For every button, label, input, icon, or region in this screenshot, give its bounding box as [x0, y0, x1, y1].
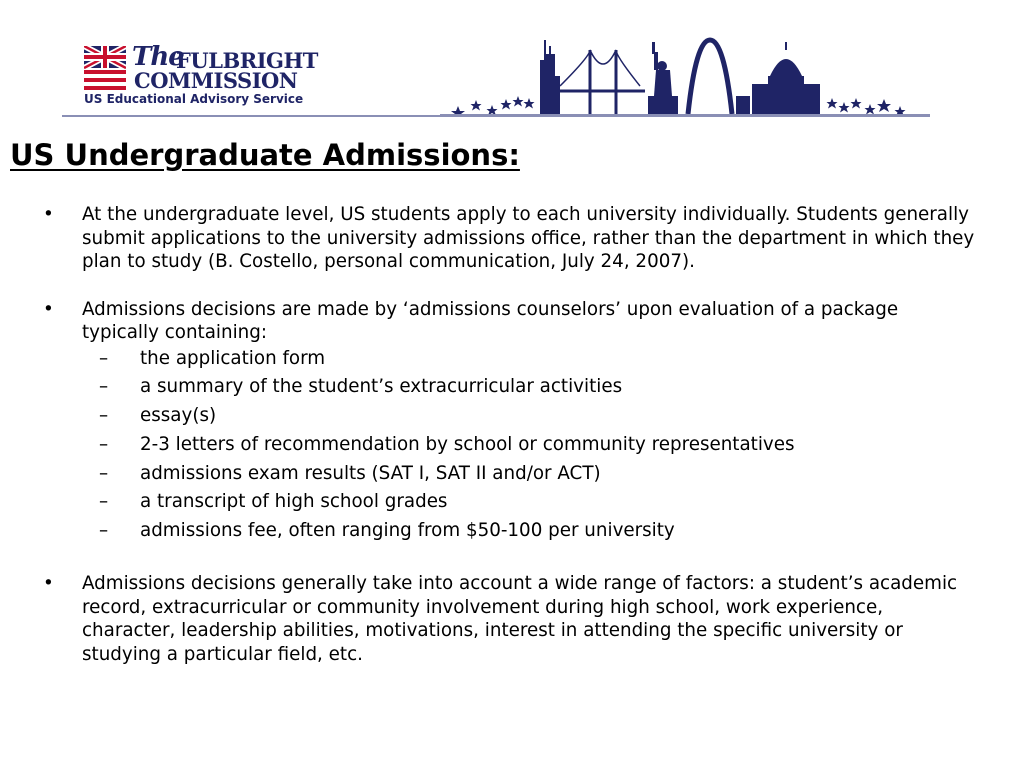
capitol-dome-icon: [752, 42, 820, 114]
header-divider: [62, 115, 930, 117]
sub-item-text: admissions fee, often ranging from $50-100 per university: [140, 520, 675, 542]
logo-commission: COMMISSION: [134, 68, 298, 93]
sub-item: [95, 347, 980, 376]
sub-marker: –: [99, 405, 109, 427]
bullet-marker: •: [43, 298, 54, 320]
logo-fulbright: FULBRIGHT: [176, 48, 318, 73]
sub-marker: –: [99, 491, 109, 513]
sub-marker: –: [99, 462, 109, 484]
star-icon: [451, 96, 535, 116]
bullet-item: [40, 572, 980, 666]
sub-item-text: the application form: [140, 347, 326, 369]
bullet-marker: •: [43, 573, 54, 595]
sub-marker: –: [99, 347, 109, 369]
sub-item: [95, 433, 980, 462]
bullet-text: Admissions decisions generally take into account a wide range of factors: a student’s academic record, extracurricular or community involvement during high school, work experience, character, leadership abilities, motivations, interest in attending the specific university or studying a particular field, etc.: [82, 573, 958, 665]
sub-marker: –: [99, 433, 109, 455]
bullet-text: Admissions decisions are made by ‘admissions counselors’ upon evaluation of a package typically containing:: [82, 298, 899, 343]
logo-tagline: US Educational Advisory Service: [84, 92, 304, 106]
sub-item: [95, 462, 980, 491]
sub-marker: –: [99, 376, 109, 398]
bullet-text: At the undergraduate level, US students apply to each university individually. Students generally submit applications to the university admissions office, rather than the department in which they plan to study (B. Costello, personal communication, July 24, 2007).: [82, 204, 975, 272]
slide-content: [40, 203, 980, 690]
bridge-icon: [558, 50, 645, 114]
sub-item-text: essay(s): [140, 405, 217, 427]
sub-item: [95, 519, 980, 548]
sub-item: [95, 404, 980, 433]
us-skyline-icon: [440, 36, 930, 116]
sub-item-text: admissions exam results (SAT I, SAT II and/or ACT): [140, 462, 601, 484]
sub-item: [95, 375, 980, 404]
statue-of-liberty-icon: [648, 42, 678, 114]
bullet-marker: •: [43, 204, 54, 225]
gateway-arch-icon: [688, 40, 732, 114]
sub-item: [95, 490, 980, 519]
uk-us-flag-icon: [84, 46, 126, 90]
logo-the: The: [132, 42, 184, 72]
bullet-item: [40, 203, 980, 274]
sub-item-text: 2-3 letters of recommendation by school or community representatives: [140, 433, 795, 455]
page-title: US Undergraduate Admissions:: [10, 138, 520, 172]
sub-marker: –: [99, 520, 109, 542]
sub-item-text: a summary of the student’s extracurricular activities: [140, 376, 623, 398]
sears-tower-icon: [540, 40, 560, 114]
bullet-body: [82, 298, 980, 549]
star-icon: [827, 98, 906, 116]
sub-item-text: a transcript of high school grades: [140, 491, 448, 513]
sub-list: [82, 347, 980, 549]
bullet-item: [40, 298, 980, 549]
